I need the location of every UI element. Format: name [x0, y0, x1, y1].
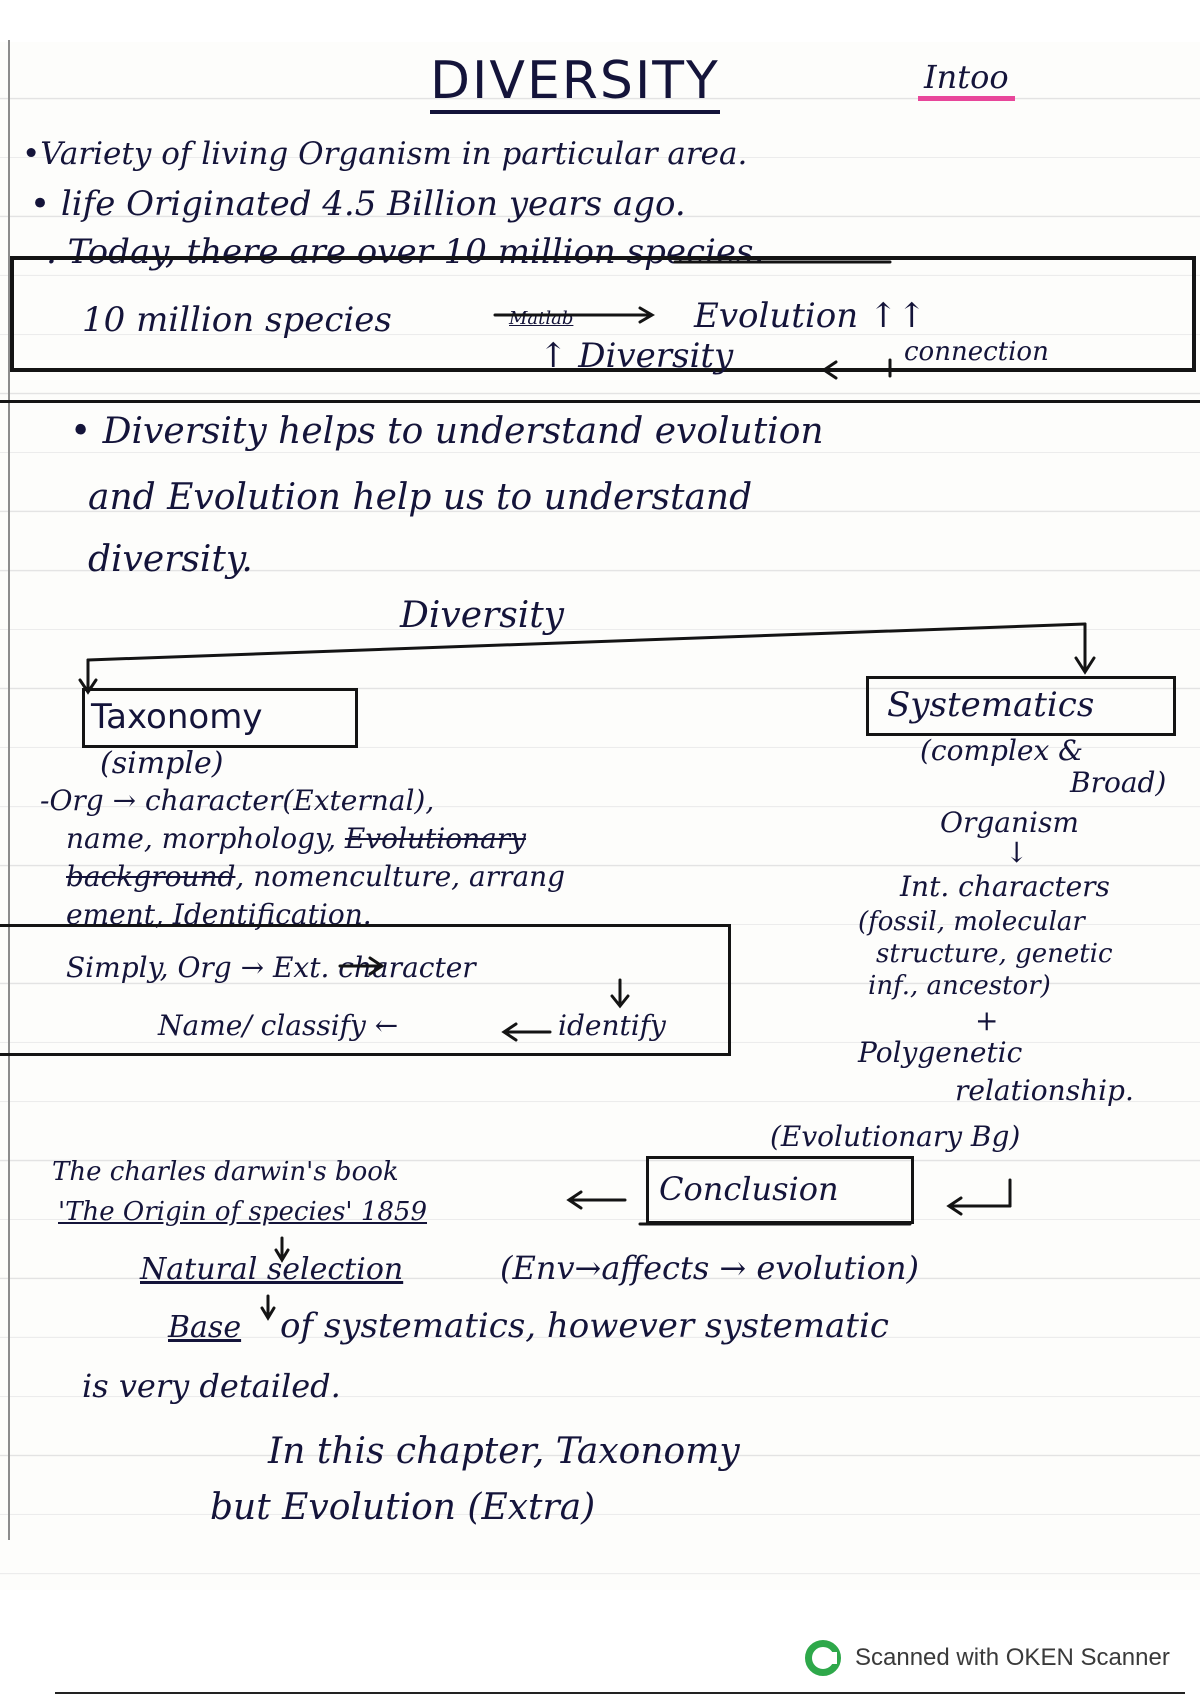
- very-detailed: is very detailed.: [82, 1367, 341, 1405]
- plus-sign: +: [975, 1004, 999, 1037]
- natural-selection-detail: (Env→affects → evolution): [500, 1249, 919, 1287]
- evolution-helps-line: and Evolution help us to understand: [88, 477, 753, 518]
- taxonomy-line-4: ement, Identification.: [66, 898, 372, 931]
- evolution-extra: but Evolution (Extra): [210, 1487, 596, 1528]
- ten-million-species: 10 million species: [82, 300, 392, 340]
- matlab-label: Matlab: [509, 308, 574, 329]
- taxonomy-line-1: -Org → character(External),: [40, 784, 435, 817]
- connection-label: connection: [904, 337, 1049, 367]
- taxonomy-line-2a: name, morphology,: [66, 822, 345, 855]
- scanner-logo-icon: [805, 1640, 841, 1676]
- systematics-complex: (complex &: [920, 734, 1084, 767]
- down-arrow-organism: ↓: [1005, 836, 1029, 869]
- name-classify: Name/ classify ←: [158, 1009, 399, 1042]
- conclusion-label: Conclusion: [659, 1170, 839, 1208]
- base-word: Base: [168, 1310, 242, 1345]
- bullet-life-origin: • life Originated 4.5 Billion years ago.: [30, 184, 686, 224]
- corner-tag: Intoo: [918, 58, 1015, 101]
- systematics-broad: Broad): [1070, 766, 1167, 799]
- systematics-heading: Systematics: [887, 685, 1095, 725]
- taxonomy-simple: (simple): [100, 746, 224, 781]
- base-of-systematics: of systematics, however systematic: [280, 1306, 889, 1346]
- bottom-rule: [55, 1692, 1185, 1694]
- diversity-helps-line: • Diversity helps to understand evolution: [70, 411, 824, 452]
- origin-of-species-line: 'The Origin of species' 1859: [58, 1197, 428, 1227]
- bullet-species-count: . Today, there are over 10 million species.: [46, 232, 765, 272]
- characters-detail-2: structure, genetic: [876, 939, 1113, 969]
- taxonomy-heading: Taxonomy: [91, 697, 263, 737]
- simply-line: Simply, Org → Ext. character: [66, 951, 476, 984]
- int-characters: Int. characters: [900, 870, 1110, 903]
- tree-root-diversity: Diversity: [400, 595, 565, 636]
- relationship-word: relationship.: [955, 1074, 1134, 1107]
- struck-background: background: [66, 860, 236, 893]
- identify-word: identify: [558, 1009, 666, 1042]
- taxonomy-line-3b: , nomenculture, arrang: [235, 860, 566, 893]
- struck-evolutionary: Evolutionary: [344, 822, 527, 855]
- page-title: DIVERSITY: [430, 52, 720, 114]
- scanner-watermark-text: Scanned with OKEN Scanner: [855, 1644, 1170, 1671]
- darwin-book-line: The charles darwin's book: [52, 1157, 399, 1187]
- evolution-increase: Evolution ↑↑: [694, 296, 926, 336]
- polygenetic-word: Polygenetic: [858, 1036, 1023, 1069]
- evolutionary-bg: (Evolutionary Bg): [770, 1120, 1021, 1153]
- bullet-variety: •Variety of living Organism in particular area.: [22, 136, 748, 172]
- diversity-increase: ↑ Diversity: [539, 336, 734, 376]
- characters-detail-3: inf., ancestor): [868, 971, 1051, 1001]
- diversity-word: diversity.: [88, 539, 253, 580]
- organism-word: Organism: [940, 806, 1079, 839]
- chapter-taxonomy: In this chapter, Taxonomy: [268, 1431, 740, 1472]
- natural-selection: Natural selection: [140, 1252, 404, 1287]
- characters-detail-1: (fossil, molecular: [858, 907, 1085, 937]
- scanner-watermark: [805, 1640, 1170, 1676]
